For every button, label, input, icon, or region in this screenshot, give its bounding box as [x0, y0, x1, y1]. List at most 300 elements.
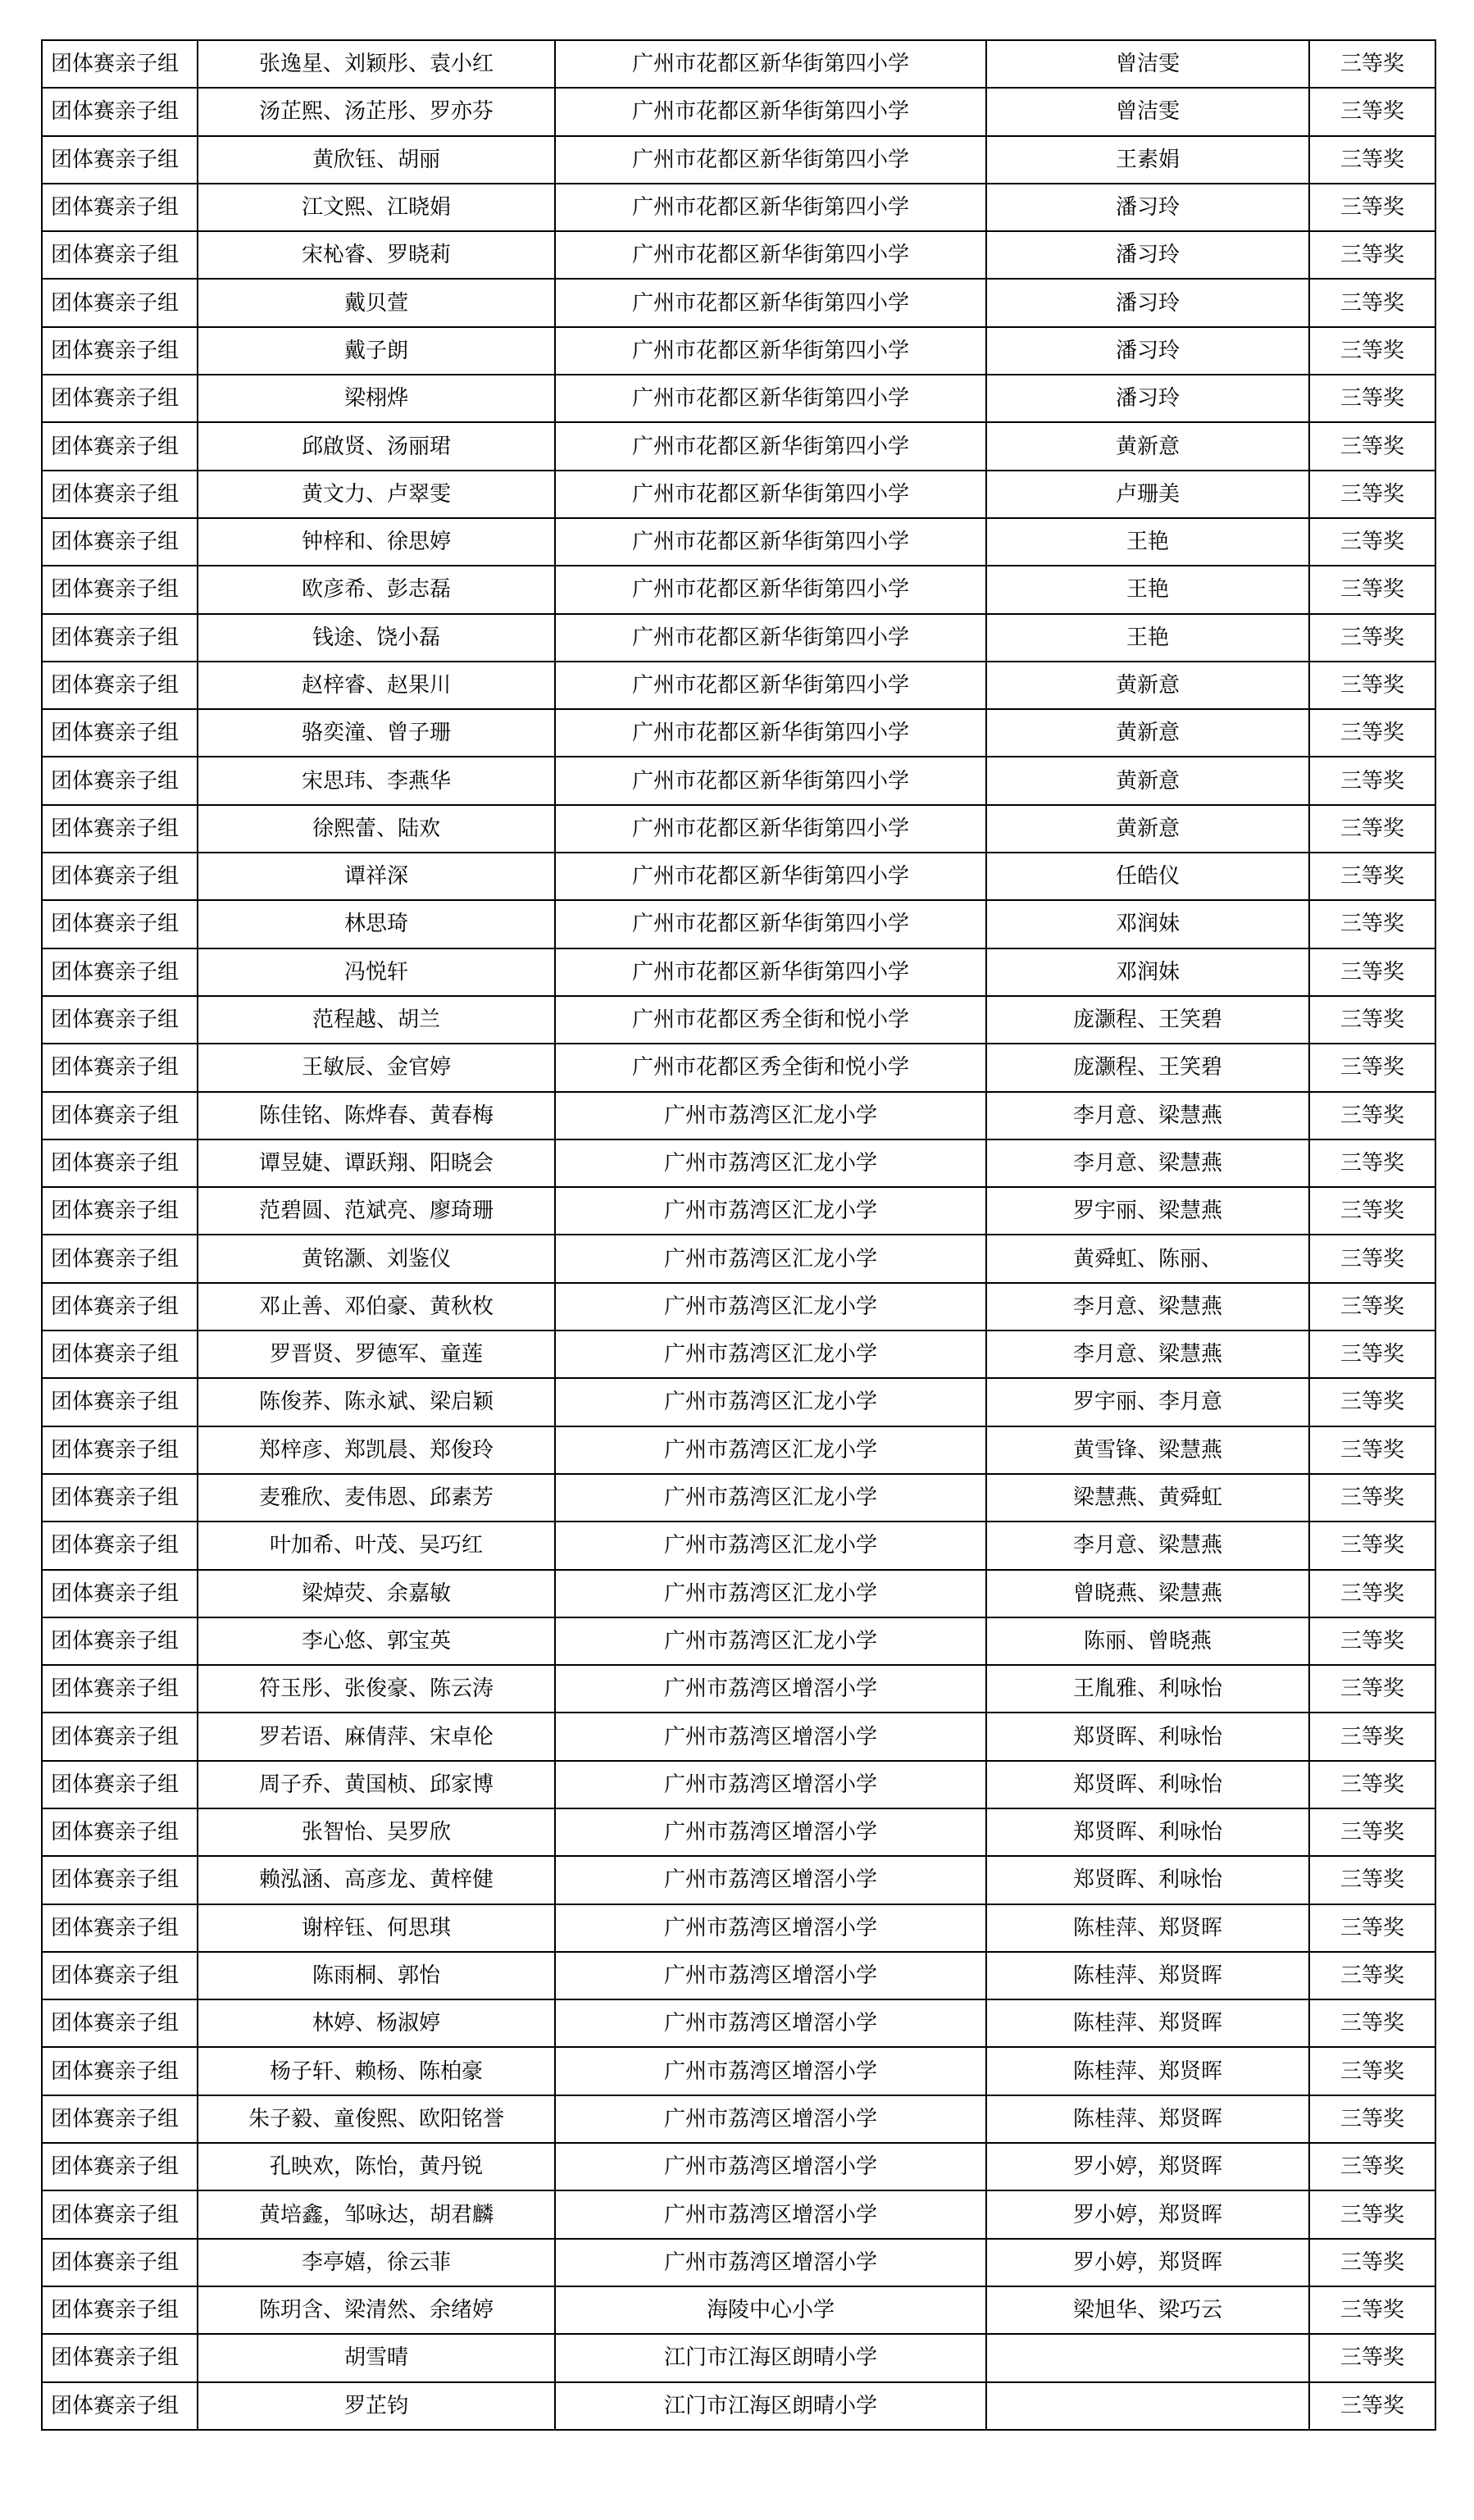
teacher-cell: 黄新意 — [986, 709, 1309, 757]
group-cell: 团体赛亲子组 — [42, 1426, 198, 1474]
teacher-cell: 庞灏程、王笑碧 — [986, 996, 1309, 1044]
group-cell: 团体赛亲子组 — [42, 2190, 198, 2238]
table-row — [42, 422, 1435, 470]
award-cell: 三等奖 — [1309, 853, 1435, 900]
teacher-cell: 王艳 — [986, 614, 1309, 662]
teacher-cell: 罗小婷，郑贤晖 — [986, 2143, 1309, 2190]
award-cell: 三等奖 — [1309, 1522, 1435, 1569]
teacher-cell: 曾晓燕、梁慧燕 — [986, 1570, 1309, 1617]
participants-cell: 汤芷熙、汤芷彤、罗亦芬 — [198, 88, 555, 135]
group-cell: 团体赛亲子组 — [42, 1761, 198, 1808]
award-cell: 三等奖 — [1309, 184, 1435, 231]
teacher-cell: 黄新意 — [986, 757, 1309, 804]
participants-cell: 戴子朗 — [198, 327, 555, 375]
teacher-cell: 潘习玲 — [986, 184, 1309, 231]
group-cell: 团体赛亲子组 — [42, 184, 198, 231]
school-cell: 海陵中心小学 — [555, 2286, 986, 2334]
teacher-cell: 王素娟 — [986, 136, 1309, 184]
award-cell: 三等奖 — [1309, 996, 1435, 1044]
school-cell: 广州市花都区秀全街和悦小学 — [555, 1044, 986, 1091]
participants-cell: 麦雅欣、麦伟恩、邱素芳 — [198, 1474, 555, 1522]
group-cell: 团体赛亲子组 — [42, 996, 198, 1044]
participants-cell: 张智怡、吴罗欣 — [198, 1808, 555, 1856]
participants-cell: 叶加希、叶茂、吴巧红 — [198, 1522, 555, 1569]
award-cell: 三等奖 — [1309, 2239, 1435, 2286]
group-cell: 团体赛亲子组 — [42, 853, 198, 900]
teacher-cell: 梁慧燕、黄舜虹 — [986, 1474, 1309, 1522]
table-row — [42, 136, 1435, 184]
teacher-cell: 郑贤晖、利咏怡 — [986, 1713, 1309, 1760]
group-cell: 团体赛亲子组 — [42, 136, 198, 184]
school-cell: 广州市荔湾区汇龙小学 — [555, 1139, 986, 1187]
group-cell: 团体赛亲子组 — [42, 1856, 198, 1904]
award-cell: 三等奖 — [1309, 1856, 1435, 1904]
participants-cell: 钟梓和、徐思婷 — [198, 518, 555, 566]
award-cell: 三等奖 — [1309, 1904, 1435, 1952]
table-row — [42, 1904, 1435, 1952]
school-cell: 广州市花都区新华街第四小学 — [555, 88, 986, 135]
award-cell: 三等奖 — [1309, 757, 1435, 804]
award-cell: 三等奖 — [1309, 1139, 1435, 1187]
table-row — [42, 2047, 1435, 2095]
group-cell: 团体赛亲子组 — [42, 1139, 198, 1187]
award-cell: 三等奖 — [1309, 1044, 1435, 1091]
table-row — [42, 1713, 1435, 1760]
teacher-cell: 陈桂萍、郑贤晖 — [986, 2095, 1309, 2143]
group-cell: 团体赛亲子组 — [42, 1952, 198, 1999]
school-cell: 广州市荔湾区增滘小学 — [555, 1808, 986, 1856]
participants-cell: 冯悦轩 — [198, 948, 555, 996]
award-cell: 三等奖 — [1309, 805, 1435, 853]
table-row — [42, 709, 1435, 757]
award-cell: 三等奖 — [1309, 614, 1435, 662]
participants-cell: 范碧圆、范斌亮、廖琦珊 — [198, 1187, 555, 1235]
table-row — [42, 900, 1435, 948]
school-cell: 广州市花都区新华街第四小学 — [555, 566, 986, 613]
award-cell: 三等奖 — [1309, 1999, 1435, 2047]
participants-cell: 梁栩烨 — [198, 375, 555, 422]
participants-cell: 赖泓涵、高彦龙、黄梓健 — [198, 1856, 555, 1904]
table-row — [42, 1522, 1435, 1569]
participants-cell: 黄铭灏、刘鉴仪 — [198, 1235, 555, 1282]
group-cell: 团体赛亲子组 — [42, 471, 198, 518]
teacher-cell: 李月意、梁慧燕 — [986, 1139, 1309, 1187]
table-row — [42, 327, 1435, 375]
teacher-cell: 罗小婷，郑贤晖 — [986, 2190, 1309, 2238]
award-cell: 三等奖 — [1309, 2334, 1435, 2381]
award-table-body — [42, 40, 1435, 2430]
table-row — [42, 279, 1435, 326]
participants-cell: 邓止善、邓伯豪、黄秋枚 — [198, 1283, 555, 1331]
participants-cell: 徐熙蕾、陆欢 — [198, 805, 555, 853]
teacher-cell: 王艳 — [986, 566, 1309, 613]
participants-cell: 范程越、胡兰 — [198, 996, 555, 1044]
school-cell: 广州市花都区秀全街和悦小学 — [555, 996, 986, 1044]
teacher-cell: 李月意、梁慧燕 — [986, 1283, 1309, 1331]
table-row — [42, 996, 1435, 1044]
school-cell: 广州市荔湾区增滘小学 — [555, 2143, 986, 2190]
table-row — [42, 1617, 1435, 1665]
group-cell: 团体赛亲子组 — [42, 1283, 198, 1331]
award-cell: 三等奖 — [1309, 1952, 1435, 1999]
group-cell: 团体赛亲子组 — [42, 2095, 198, 2143]
participants-cell: 宋杺睿、罗晓莉 — [198, 231, 555, 279]
award-cell: 三等奖 — [1309, 2143, 1435, 2190]
school-cell: 广州市荔湾区增滘小学 — [555, 2190, 986, 2238]
table-row — [42, 1283, 1435, 1331]
table-row — [42, 853, 1435, 900]
award-cell: 三等奖 — [1309, 375, 1435, 422]
table-row — [42, 2382, 1435, 2430]
award-list-table — [41, 39, 1436, 2431]
participants-cell: 陈俊荞、陈永斌、梁启颖 — [198, 1378, 555, 1426]
school-cell: 广州市花都区新华街第四小学 — [555, 375, 986, 422]
school-cell: 广州市花都区新华街第四小学 — [555, 40, 986, 88]
group-cell: 团体赛亲子组 — [42, 900, 198, 948]
group-cell: 团体赛亲子组 — [42, 757, 198, 804]
school-cell: 广州市荔湾区汇龙小学 — [555, 1331, 986, 1378]
participants-cell: 谭祥深 — [198, 853, 555, 900]
table-row — [42, 1474, 1435, 1522]
school-cell: 广州市荔湾区增滘小学 — [555, 2095, 986, 2143]
group-cell: 团体赛亲子组 — [42, 518, 198, 566]
award-cell: 三等奖 — [1309, 471, 1435, 518]
participants-cell: 罗若语、麻倩萍、宋卓伦 — [198, 1713, 555, 1760]
table-row — [42, 184, 1435, 231]
participants-cell: 李心悠、郭宝英 — [198, 1617, 555, 1665]
teacher-cell: 李月意、梁慧燕 — [986, 1522, 1309, 1569]
participants-cell: 骆奕潼、曾子珊 — [198, 709, 555, 757]
participants-cell: 黄培鑫，邹咏达，胡君麟 — [198, 2190, 555, 2238]
award-cell: 三等奖 — [1309, 948, 1435, 996]
school-cell: 江门市江海区朗晴小学 — [555, 2334, 986, 2381]
group-cell: 团体赛亲子组 — [42, 2334, 198, 2381]
school-cell: 广州市花都区新华街第四小学 — [555, 900, 986, 948]
group-cell: 团体赛亲子组 — [42, 1522, 198, 1569]
table-row — [42, 518, 1435, 566]
teacher-cell: 潘习玲 — [986, 279, 1309, 326]
teacher-cell: 曾洁雯 — [986, 88, 1309, 135]
participants-cell: 符玉彤、张俊豪、陈云涛 — [198, 1665, 555, 1713]
table-row — [42, 948, 1435, 996]
award-cell: 三等奖 — [1309, 136, 1435, 184]
award-cell: 三等奖 — [1309, 566, 1435, 613]
school-cell: 广州市花都区新华街第四小学 — [555, 614, 986, 662]
school-cell: 广州市荔湾区汇龙小学 — [555, 1426, 986, 1474]
teacher-cell — [986, 2334, 1309, 2381]
school-cell: 广州市荔湾区增滘小学 — [555, 1856, 986, 1904]
school-cell: 江门市江海区朗晴小学 — [555, 2382, 986, 2430]
award-cell: 三等奖 — [1309, 1808, 1435, 1856]
table-row — [42, 2334, 1435, 2381]
award-cell: 三等奖 — [1309, 1331, 1435, 1378]
award-cell: 三等奖 — [1309, 88, 1435, 135]
school-cell: 广州市荔湾区汇龙小学 — [555, 1474, 986, 1522]
school-cell: 广州市花都区新华街第四小学 — [555, 757, 986, 804]
table-row — [42, 2239, 1435, 2286]
group-cell: 团体赛亲子组 — [42, 1617, 198, 1665]
group-cell: 团体赛亲子组 — [42, 1808, 198, 1856]
school-cell: 广州市荔湾区汇龙小学 — [555, 1283, 986, 1331]
teacher-cell: 曾洁雯 — [986, 40, 1309, 88]
award-cell: 三等奖 — [1309, 1378, 1435, 1426]
school-cell: 广州市荔湾区增滘小学 — [555, 1761, 986, 1808]
group-cell: 团体赛亲子组 — [42, 2239, 198, 2286]
participants-cell: 江文熙、江晓娟 — [198, 184, 555, 231]
award-cell: 三等奖 — [1309, 518, 1435, 566]
award-cell: 三等奖 — [1309, 2095, 1435, 2143]
teacher-cell: 黄新意 — [986, 662, 1309, 709]
group-cell: 团体赛亲子组 — [42, 40, 198, 88]
award-cell: 三等奖 — [1309, 40, 1435, 88]
award-cell: 三等奖 — [1309, 2190, 1435, 2238]
table-row — [42, 1378, 1435, 1426]
group-cell: 团体赛亲子组 — [42, 2286, 198, 2334]
school-cell: 广州市荔湾区增滘小学 — [555, 1713, 986, 1760]
participants-cell: 罗芷钧 — [198, 2382, 555, 2430]
school-cell: 广州市荔湾区汇龙小学 — [555, 1378, 986, 1426]
table-row — [42, 614, 1435, 662]
school-cell: 广州市花都区新华街第四小学 — [555, 518, 986, 566]
group-cell: 团体赛亲子组 — [42, 1474, 198, 1522]
school-cell: 广州市荔湾区增滘小学 — [555, 1904, 986, 1952]
table-row — [42, 1856, 1435, 1904]
award-cell: 三等奖 — [1309, 1092, 1435, 1139]
group-cell: 团体赛亲子组 — [42, 805, 198, 853]
teacher-cell: 王胤雅、利咏怡 — [986, 1665, 1309, 1713]
school-cell: 广州市花都区新华街第四小学 — [555, 471, 986, 518]
participants-cell: 钱途、饶小磊 — [198, 614, 555, 662]
award-cell: 三等奖 — [1309, 279, 1435, 326]
teacher-cell: 黄新意 — [986, 805, 1309, 853]
participants-cell: 朱子毅、童俊熙、欧阳铭誉 — [198, 2095, 555, 2143]
group-cell: 团体赛亲子组 — [42, 231, 198, 279]
group-cell: 团体赛亲子组 — [42, 279, 198, 326]
group-cell: 团体赛亲子组 — [42, 1378, 198, 1426]
teacher-cell: 李月意、梁慧燕 — [986, 1331, 1309, 1378]
school-cell: 广州市花都区新华街第四小学 — [555, 805, 986, 853]
award-cell: 三等奖 — [1309, 1235, 1435, 1282]
table-row — [42, 2143, 1435, 2190]
school-cell: 广州市荔湾区汇龙小学 — [555, 1522, 986, 1569]
table-row — [42, 2190, 1435, 2238]
teacher-cell: 李月意、梁慧燕 — [986, 1092, 1309, 1139]
teacher-cell: 庞灏程、王笑碧 — [986, 1044, 1309, 1091]
teacher-cell: 梁旭华、梁巧云 — [986, 2286, 1309, 2334]
award-cell: 三等奖 — [1309, 2047, 1435, 2095]
group-cell: 团体赛亲子组 — [42, 2382, 198, 2430]
table-row — [42, 1426, 1435, 1474]
table-row — [42, 231, 1435, 279]
teacher-cell: 陈桂萍、郑贤晖 — [986, 2047, 1309, 2095]
participants-cell: 梁焯荧、余嘉敏 — [198, 1570, 555, 1617]
table-row — [42, 1139, 1435, 1187]
school-cell: 广州市荔湾区增滘小学 — [555, 2239, 986, 2286]
school-cell: 广州市荔湾区增滘小学 — [555, 1999, 986, 2047]
participants-cell: 周子乔、黄国桢、邱家博 — [198, 1761, 555, 1808]
award-cell: 三等奖 — [1309, 900, 1435, 948]
school-cell: 广州市荔湾区增滘小学 — [555, 1952, 986, 1999]
award-cell: 三等奖 — [1309, 2286, 1435, 2334]
participants-cell: 谢梓钰、何思琪 — [198, 1904, 555, 1952]
teacher-cell: 邓润妹 — [986, 948, 1309, 996]
participants-cell: 宋思玮、李燕华 — [198, 757, 555, 804]
group-cell: 团体赛亲子组 — [42, 1235, 198, 1282]
teacher-cell: 黄舜虹、陈丽、 — [986, 1235, 1309, 1282]
participants-cell: 陈雨桐、郭怡 — [198, 1952, 555, 1999]
table-row — [42, 1665, 1435, 1713]
teacher-cell: 罗宇丽、梁慧燕 — [986, 1187, 1309, 1235]
table-row — [42, 805, 1435, 853]
school-cell: 广州市花都区新华街第四小学 — [555, 136, 986, 184]
participants-cell: 张逸星、刘颖彤、袁小红 — [198, 40, 555, 88]
table-row — [42, 1044, 1435, 1091]
teacher-cell: 郑贤晖、利咏怡 — [986, 1808, 1309, 1856]
award-cell: 三等奖 — [1309, 1283, 1435, 1331]
group-cell: 团体赛亲子组 — [42, 1044, 198, 1091]
table-row — [42, 566, 1435, 613]
award-cell: 三等奖 — [1309, 327, 1435, 375]
group-cell: 团体赛亲子组 — [42, 662, 198, 709]
participants-cell: 胡雪晴 — [198, 2334, 555, 2381]
school-cell: 广州市荔湾区汇龙小学 — [555, 1092, 986, 1139]
group-cell: 团体赛亲子组 — [42, 566, 198, 613]
participants-cell: 陈玥含、梁清然、余绪婷 — [198, 2286, 555, 2334]
table-row — [42, 1092, 1435, 1139]
participants-cell: 陈佳铭、陈烨春、黄春梅 — [198, 1092, 555, 1139]
school-cell: 广州市花都区新华街第四小学 — [555, 662, 986, 709]
table-row — [42, 1808, 1435, 1856]
school-cell: 广州市荔湾区增滘小学 — [555, 2047, 986, 2095]
teacher-cell: 罗宇丽、李月意 — [986, 1378, 1309, 1426]
group-cell: 团体赛亲子组 — [42, 1904, 198, 1952]
group-cell: 团体赛亲子组 — [42, 709, 198, 757]
teacher-cell — [986, 2382, 1309, 2430]
school-cell: 广州市荔湾区增滘小学 — [555, 1665, 986, 1713]
participants-cell: 黄欣钰、胡丽 — [198, 136, 555, 184]
school-cell: 广州市荔湾区汇龙小学 — [555, 1570, 986, 1617]
participants-cell: 邱啟贤、汤丽珺 — [198, 422, 555, 470]
table-row — [42, 1235, 1435, 1282]
award-cell: 三等奖 — [1309, 1426, 1435, 1474]
table-row — [42, 40, 1435, 88]
table-row — [42, 1952, 1435, 1999]
group-cell: 团体赛亲子组 — [42, 1092, 198, 1139]
table-row — [42, 1331, 1435, 1378]
participants-cell: 林婷、杨淑婷 — [198, 1999, 555, 2047]
teacher-cell: 王艳 — [986, 518, 1309, 566]
table-row — [42, 1187, 1435, 1235]
school-cell: 广州市荔湾区汇龙小学 — [555, 1617, 986, 1665]
teacher-cell: 潘习玲 — [986, 327, 1309, 375]
award-cell: 三等奖 — [1309, 1474, 1435, 1522]
teacher-cell: 陈桂萍、郑贤晖 — [986, 1904, 1309, 1952]
participants-cell: 欧彦希、彭志磊 — [198, 566, 555, 613]
school-cell: 广州市荔湾区汇龙小学 — [555, 1187, 986, 1235]
participants-cell: 王敏辰、金官婷 — [198, 1044, 555, 1091]
school-cell: 广州市花都区新华街第四小学 — [555, 422, 986, 470]
teacher-cell: 郑贤晖、利咏怡 — [986, 1856, 1309, 1904]
group-cell: 团体赛亲子组 — [42, 327, 198, 375]
school-cell: 广州市花都区新华街第四小学 — [555, 853, 986, 900]
participants-cell: 杨子轩、赖杨、陈柏豪 — [198, 2047, 555, 2095]
table-row — [42, 662, 1435, 709]
participants-cell: 郑梓彦、郑凯晨、郑俊玲 — [198, 1426, 555, 1474]
teacher-cell: 陈桂萍、郑贤晖 — [986, 1999, 1309, 2047]
group-cell: 团体赛亲子组 — [42, 375, 198, 422]
table-row — [42, 88, 1435, 135]
table-row — [42, 1570, 1435, 1617]
table-row — [42, 375, 1435, 422]
group-cell: 团体赛亲子组 — [42, 422, 198, 470]
group-cell: 团体赛亲子组 — [42, 1665, 198, 1713]
teacher-cell: 陈丽、曾晓燕 — [986, 1617, 1309, 1665]
participants-cell: 戴贝萱 — [198, 279, 555, 326]
group-cell: 团体赛亲子组 — [42, 2143, 198, 2190]
group-cell: 团体赛亲子组 — [42, 2047, 198, 2095]
school-cell: 广州市花都区新华街第四小学 — [555, 231, 986, 279]
award-cell: 三等奖 — [1309, 231, 1435, 279]
teacher-cell: 潘习玲 — [986, 375, 1309, 422]
school-cell: 广州市花都区新华街第四小学 — [555, 327, 986, 375]
school-cell: 广州市花都区新华街第四小学 — [555, 709, 986, 757]
participants-cell: 林思琦 — [198, 900, 555, 948]
teacher-cell: 黄新意 — [986, 422, 1309, 470]
participants-cell: 黄文力、卢翠雯 — [198, 471, 555, 518]
award-cell: 三等奖 — [1309, 1617, 1435, 1665]
group-cell: 团体赛亲子组 — [42, 88, 198, 135]
group-cell: 团体赛亲子组 — [42, 1331, 198, 1378]
award-cell: 三等奖 — [1309, 1665, 1435, 1713]
school-cell: 广州市花都区新华街第四小学 — [555, 279, 986, 326]
table-row — [42, 1999, 1435, 2047]
award-cell: 三等奖 — [1309, 1713, 1435, 1760]
group-cell: 团体赛亲子组 — [42, 1570, 198, 1617]
teacher-cell: 陈桂萍、郑贤晖 — [986, 1952, 1309, 1999]
teacher-cell: 罗小婷，郑贤晖 — [986, 2239, 1309, 2286]
teacher-cell: 潘习玲 — [986, 231, 1309, 279]
teacher-cell: 郑贤晖、利咏怡 — [986, 1761, 1309, 1808]
award-cell: 三等奖 — [1309, 709, 1435, 757]
table-row — [42, 757, 1435, 804]
group-cell: 团体赛亲子组 — [42, 1713, 198, 1760]
award-cell: 三等奖 — [1309, 2382, 1435, 2430]
award-cell: 三等奖 — [1309, 1187, 1435, 1235]
participants-cell: 罗晋贤、罗德军、童莲 — [198, 1331, 555, 1378]
participants-cell: 谭昱婕、谭跃翔、阳晓会 — [198, 1139, 555, 1187]
school-cell: 广州市花都区新华街第四小学 — [555, 184, 986, 231]
school-cell: 广州市荔湾区汇龙小学 — [555, 1235, 986, 1282]
group-cell: 团体赛亲子组 — [42, 948, 198, 996]
table-row — [42, 471, 1435, 518]
table-row — [42, 2286, 1435, 2334]
award-cell: 三等奖 — [1309, 422, 1435, 470]
group-cell: 团体赛亲子组 — [42, 1999, 198, 2047]
award-cell: 三等奖 — [1309, 1761, 1435, 1808]
participants-cell: 孔映欢，陈怡，黄丹锐 — [198, 2143, 555, 2190]
award-cell: 三等奖 — [1309, 662, 1435, 709]
participants-cell: 李亭嬉，徐云菲 — [198, 2239, 555, 2286]
participants-cell: 赵梓睿、赵果川 — [198, 662, 555, 709]
teacher-cell: 黄雪锋、梁慧燕 — [986, 1426, 1309, 1474]
teacher-cell: 任皓仪 — [986, 853, 1309, 900]
table-row — [42, 2095, 1435, 2143]
group-cell: 团体赛亲子组 — [42, 1187, 198, 1235]
teacher-cell: 邓润妹 — [986, 900, 1309, 948]
table-row — [42, 1761, 1435, 1808]
group-cell: 团体赛亲子组 — [42, 614, 198, 662]
teacher-cell: 卢珊美 — [986, 471, 1309, 518]
